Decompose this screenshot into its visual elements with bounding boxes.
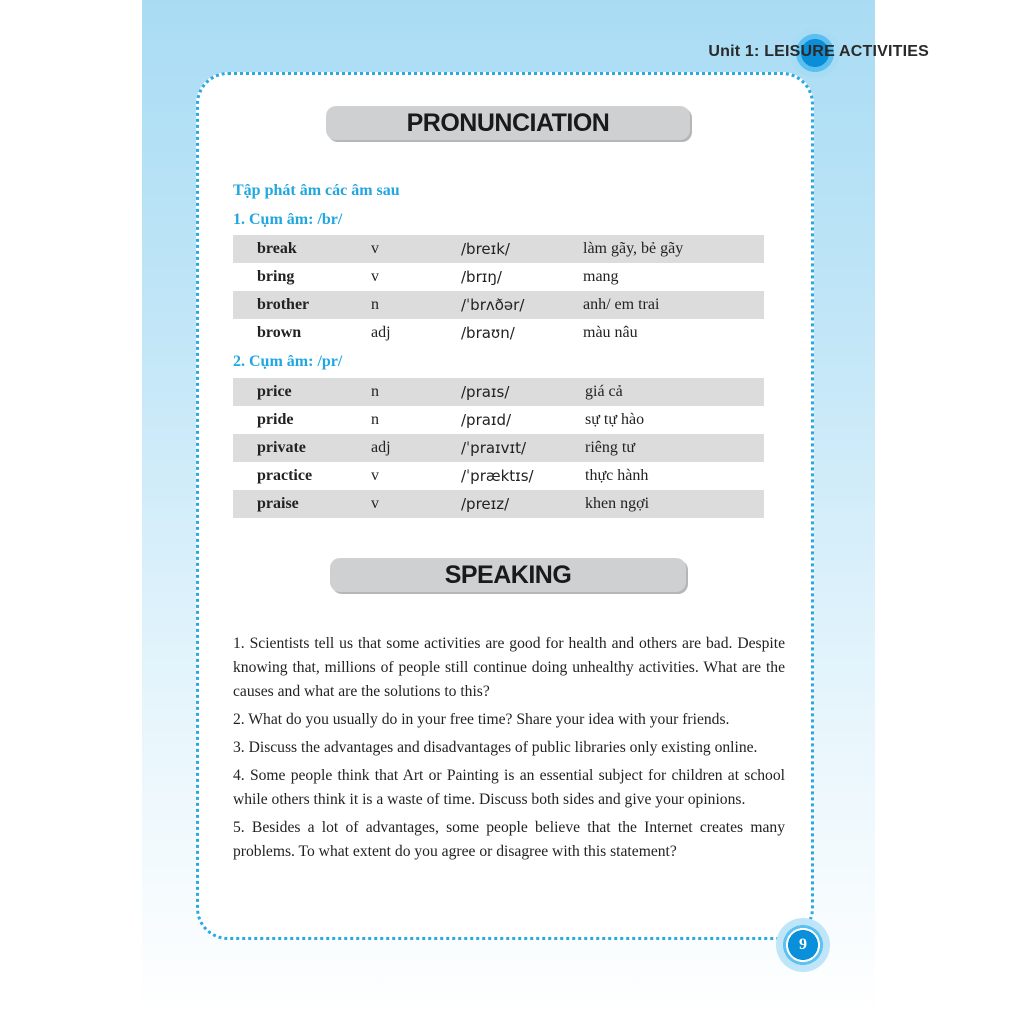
ipa: /ˈpræktɪs/ <box>461 467 534 485</box>
page-number-badge <box>776 918 830 972</box>
table-row <box>233 462 764 490</box>
ipa: /ˈpraɪvɪt/ <box>461 439 527 457</box>
meaning: màu nâu <box>583 324 638 341</box>
ipa: /preɪz/ <box>461 495 510 513</box>
part-of-speech: v <box>371 467 379 484</box>
word: private <box>257 439 306 456</box>
group-heading-pr: 2. Cụm âm: /pr/ <box>233 353 343 370</box>
part-of-speech: n <box>371 296 379 313</box>
word: price <box>257 383 292 400</box>
meaning: riêng tư <box>585 439 635 456</box>
speaking-banner <box>330 558 686 592</box>
pronunciation-title: PRONUNCIATION <box>406 108 610 137</box>
page-number: 9 <box>799 936 807 953</box>
word: pride <box>257 411 294 428</box>
group-heading-br: 1. Cụm âm: /br/ <box>233 211 343 228</box>
ipa: /praɪs/ <box>461 383 510 401</box>
question-4: 4. Some people think that Art or Painting is an essential subject for children at school while others think it is a waste of time. Discuss both sides and give your opinions. <box>233 767 785 808</box>
part-of-speech: adj <box>371 439 391 456</box>
table-row <box>233 434 764 462</box>
part-of-speech: v <box>371 495 379 512</box>
part-of-speech: v <box>371 268 379 285</box>
table-row <box>233 235 764 263</box>
part-of-speech: v <box>371 240 379 257</box>
question-1: 1. Scientists tell us that some activities are good for health and others are bad. Despite knowing that, millions of people still continue doing unhealthy activities. What are the causes and what are the solutions to this? <box>233 635 785 700</box>
table-row <box>233 406 764 434</box>
speaking-title: SPEAKING <box>444 560 572 589</box>
ipa: /brɪŋ/ <box>461 268 502 286</box>
word: brother <box>257 296 310 313</box>
word: brown <box>257 324 302 341</box>
meaning: khen ngợi <box>585 495 650 512</box>
pronunciation-instruction: Tập phát âm các âm sau <box>233 182 400 199</box>
meaning: thực hành <box>585 467 649 484</box>
ipa: /praɪd/ <box>461 411 512 429</box>
vocab-table-br <box>233 235 764 347</box>
table-row <box>233 291 764 319</box>
pronunciation-banner <box>326 106 690 140</box>
ipa: /braʊn/ <box>461 324 515 342</box>
question-2: 2. What do you usually do in your free time? Share your idea with your friends. <box>233 711 730 728</box>
table-row <box>233 490 764 518</box>
word: bring <box>257 268 295 285</box>
meaning: làm gãy, bẻ gãy <box>583 240 684 257</box>
meaning: mang <box>583 268 619 285</box>
meaning: giá cả <box>585 383 623 400</box>
question-5: 5. Besides a lot of advantages, some people believe that the Internet creates many problems. To what extent do you agree or disagree with this statement? <box>233 819 785 860</box>
part-of-speech: n <box>371 383 379 400</box>
part-of-speech: adj <box>371 324 391 341</box>
ipa: /breɪk/ <box>461 240 510 258</box>
vocab-table-pr <box>233 378 764 518</box>
table-row <box>233 319 764 347</box>
table-row <box>233 378 764 406</box>
word: break <box>257 240 297 257</box>
table-row <box>233 263 764 291</box>
meaning: sự tự hào <box>585 411 645 428</box>
word: praise <box>257 495 299 512</box>
meaning: anh/ em trai <box>583 296 660 313</box>
speaking-questions <box>233 632 785 868</box>
part-of-speech: n <box>371 411 379 428</box>
question-3: 3. Discuss the advantages and disadvantages of public libraries only existing online. <box>233 739 758 756</box>
ipa: /ˈbrʌðər/ <box>461 296 525 314</box>
unit-title: Unit 1: LEISURE ACTIVITIES <box>708 43 929 60</box>
word: practice <box>257 467 313 484</box>
